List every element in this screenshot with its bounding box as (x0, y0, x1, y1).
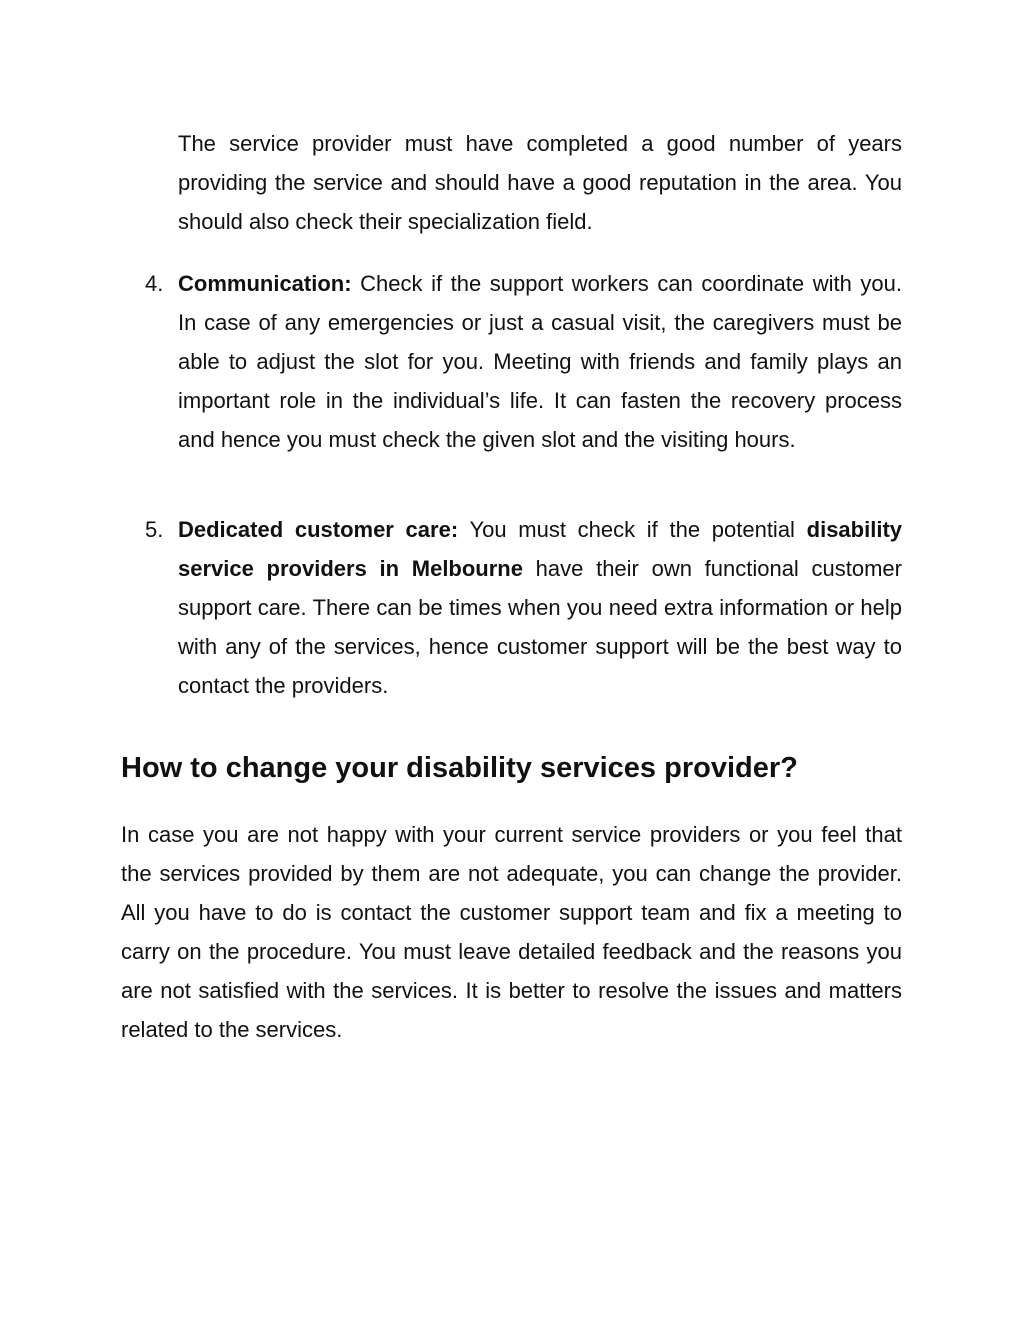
list-item-text: Check if the support workers can coordinate with you. In case of any emergencies or just a casual visit, the caregivers must be able to adjust the slot for you. Meeting with friends and family plays an important role in the individual’s life. It can fasten the recovery process and hence you must check the given slot and the visiting hours. (178, 271, 902, 452)
list-number: 5. (145, 517, 164, 542)
list-item-bold-phrase: disability service providers in Melbourne (178, 517, 902, 581)
section-heading: How to change your disability services provider? (121, 752, 798, 784)
section-paragraph: In case you are not happy with your current service providers or you feel that the services provided by them are not adequate, you can change the provider. All you have to do is contact the customer support team and fix a meeting to carry on the procedure. You must leave detailed feedback and the reasons you are not satisfied with the services. It is better to resolve the issues and matters related to the services. (121, 822, 902, 1042)
list-number: 4. (145, 271, 164, 296)
list-item-communication (145, 264, 902, 459)
list-item-title: Dedicated customer care: (178, 517, 459, 542)
intro-paragraph: The service provider must have completed a good number of years providing the service and should have a good reputation in the area. You should also check their specialization field. (178, 131, 902, 234)
list-item-text-before: You must check if the potential (458, 517, 807, 542)
list-item-title: Communication: (178, 271, 352, 296)
list-item-customer-care (145, 510, 902, 705)
list-item-text-after: have their own functional customer support care. There can be times when you need extra information or help with any of the services, hence customer support will be the best way to contact the providers. (178, 556, 902, 698)
